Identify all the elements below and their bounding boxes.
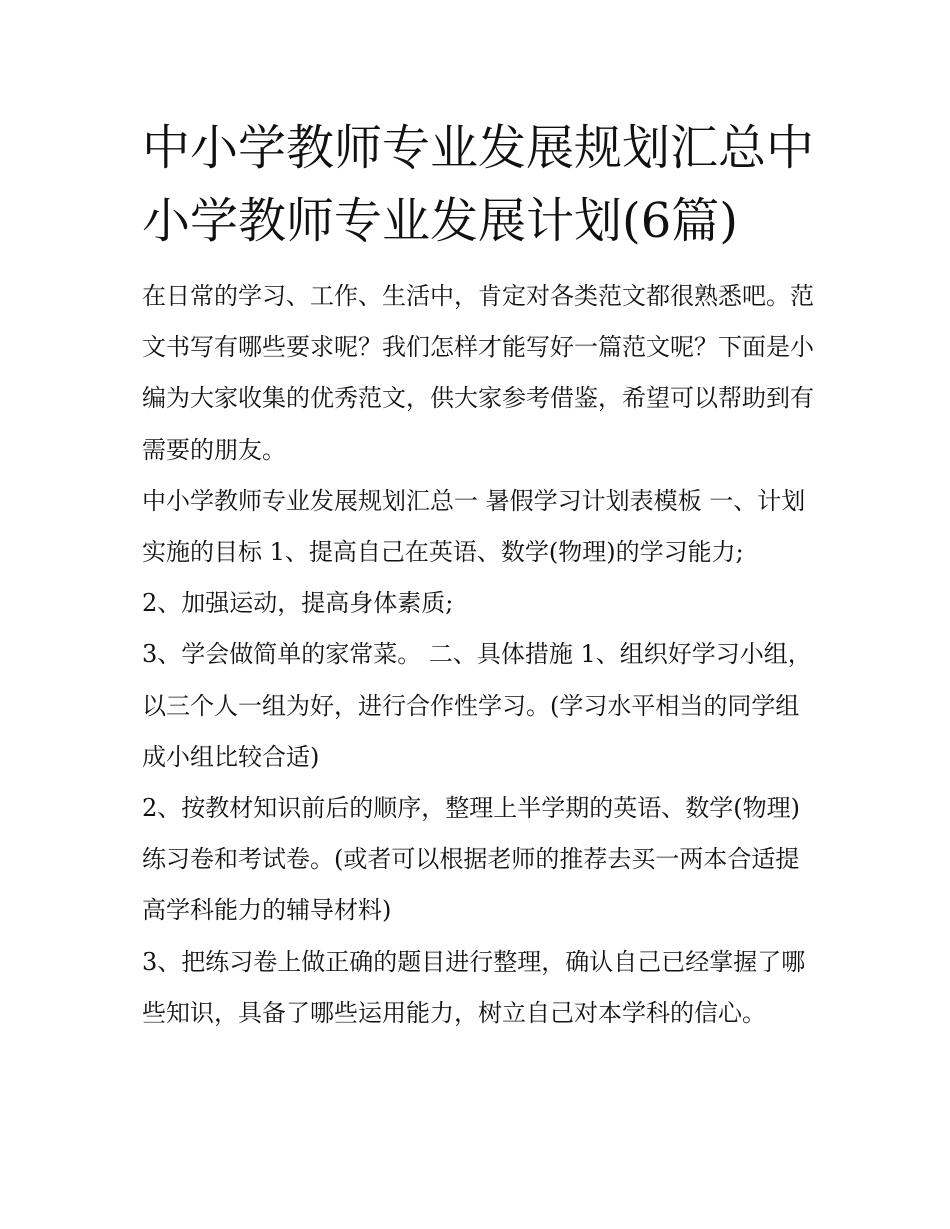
paragraph-measure-organize: 2、按教材知识前后的顺序，整理上半学期的英语、数学(物理)练习卷和考试卷。(或者可以根据老师的推荐去买一两本合适提高学科能力的辅导材料) [142, 794, 800, 925]
paragraph-plan-goals: 中小学教师专业发展规划汇总一 暑假学习计划表模板 一、计划实施的目标 1、提高自己在英语、数学(物理)的学习能力; [142, 486, 806, 567]
paragraph-goal-exercise: 2、加强运动，提高身体素质; [142, 589, 454, 618]
document-title: 中小学教师专业发展规划汇总中小学教师专业发展计划(6篇) [142, 120, 815, 249]
document-body [142, 112, 814, 1039]
paragraph-measure-review: 3、把练习卷上做正确的题目进行整理，确认自己已经掌握了哪些知识，具备了哪些运用能力，树立自己对本学科的信心。 [142, 947, 806, 1027]
paragraph-goal-cooking-measures: 3、学会做简单的家常菜。 二、具体措施 1、组织好学习小组，以三个人一组为好，进行合作性学习。(学习水平相当的同学组成小组比较合适) [142, 640, 812, 771]
paragraph-intro: 在日常的学习、工作、生活中，肯定对各类范文都很熟悉吧。范文书写有哪些要求呢？我们怎样才能写好一篇范文呢？下面是小编为大家收集的优秀范文，供大家参考借鉴，希望可以帮助到有需要的朋友。 [142, 282, 814, 464]
